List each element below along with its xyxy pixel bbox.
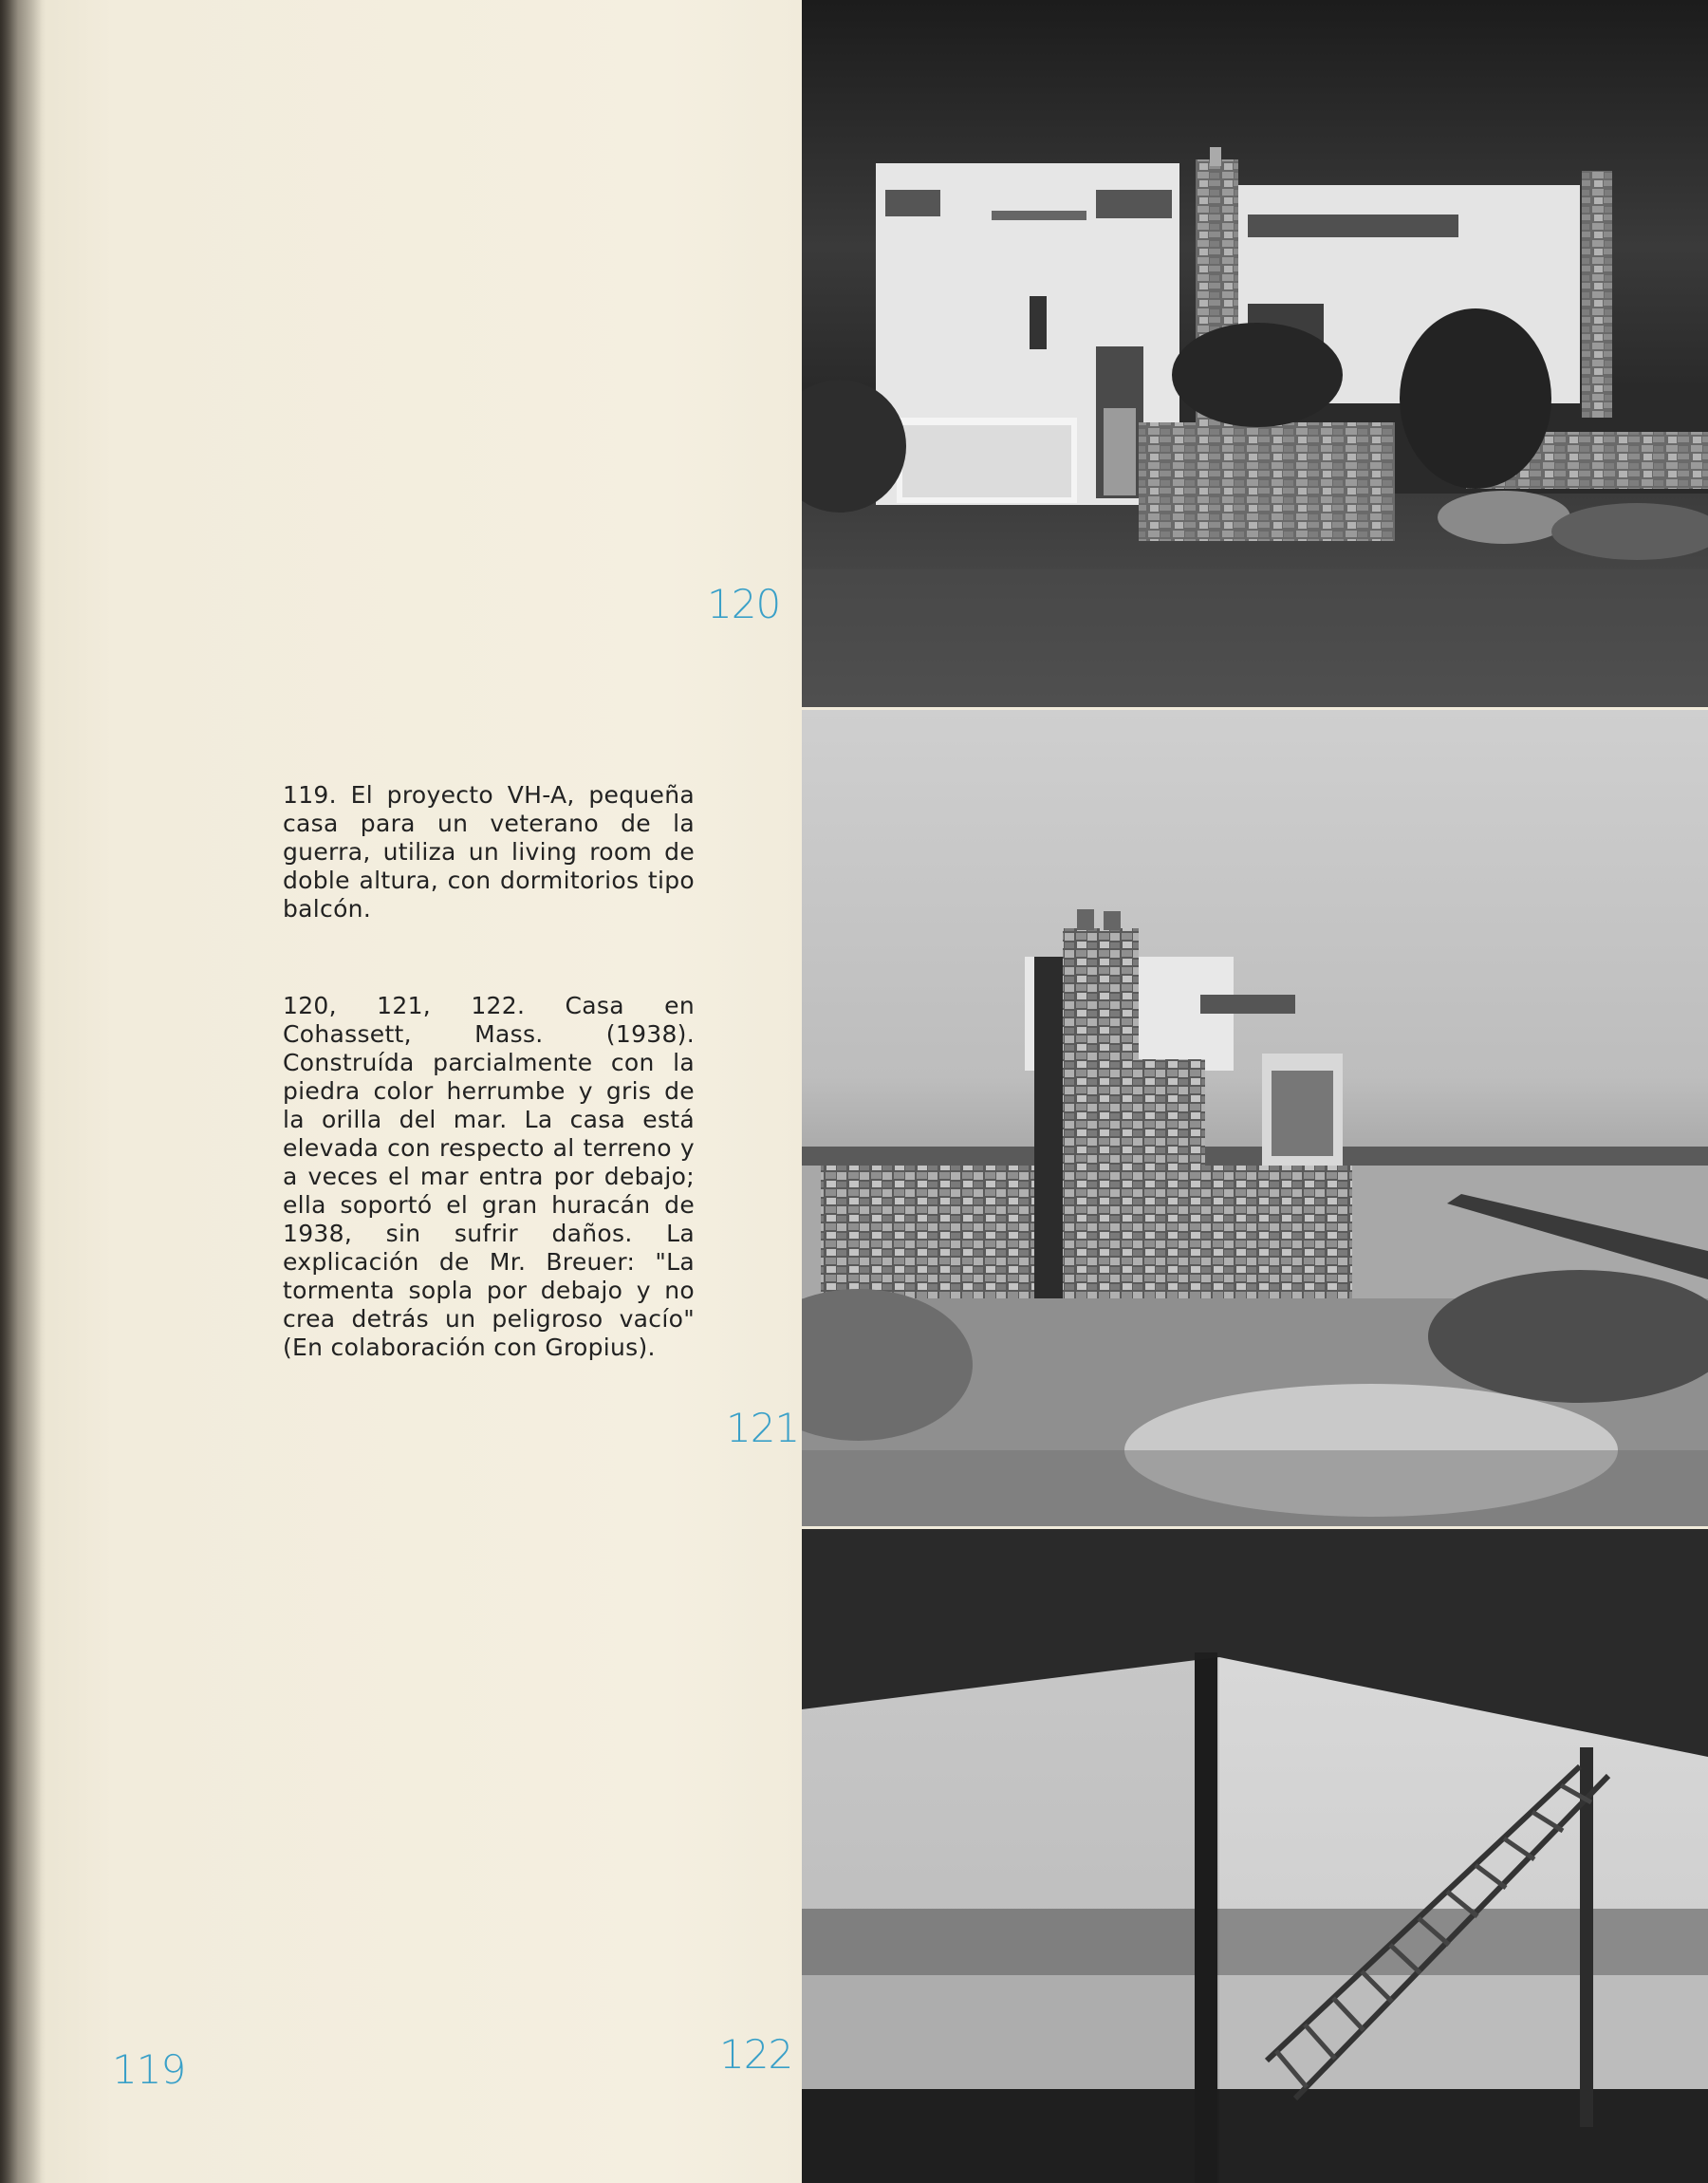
figure-number-121: 121 [726, 1405, 800, 1451]
photo-121-stone-wall-view [802, 710, 1708, 1526]
figure-number-119: 119 [112, 2046, 186, 2093]
figure-number-122: 122 [719, 2031, 793, 2078]
photo-122-image [802, 1529, 1708, 2183]
caption-119: 119. El proyecto VH-A, pequeña casa para un veterano de la guerra, utiliza un living room de doble altura, con dormitorios tipo balcón. [283, 781, 695, 923]
caption-120-121-122: 120, 121, 122. Casa en Cohassett, Mass. (1938). Construída parcialmente con la piedra color herrumbe y gris de la orilla del mar. La casa está elevada con respecto al terreno y a veces el mar entra por debajo; ella soportó el gran huracán de 1938, sin sufrir daños. La explicación de Mr. Breuer: "La tormenta sopla por debajo y no crea detrás un peligroso vacío" (En colaboración con Gropius). [283, 992, 695, 1361]
photo-122-underside-stair [802, 1529, 1708, 2183]
photo-121-image [802, 710, 1708, 1526]
figure-number-120: 120 [707, 581, 781, 627]
photo-120-image [802, 0, 1708, 707]
binding-shadow [0, 0, 46, 2183]
photo-120-house-exterior [802, 0, 1708, 707]
